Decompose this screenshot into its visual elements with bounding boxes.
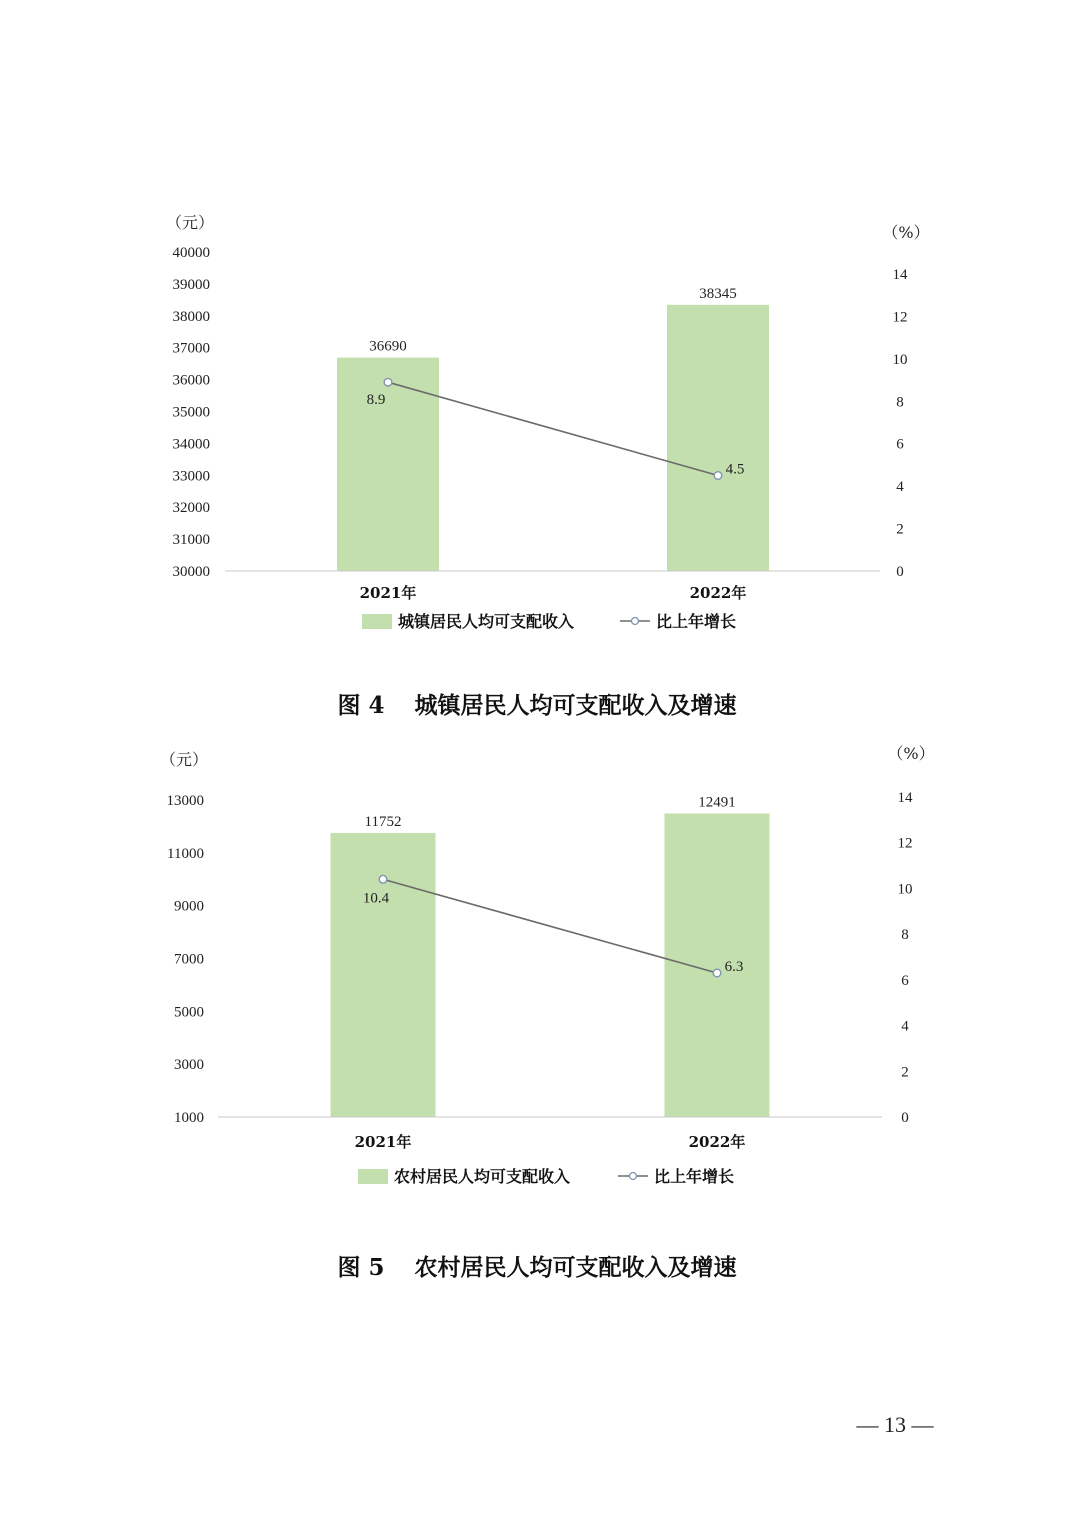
left-axis-tick-label: 9000: [174, 898, 204, 915]
legend-line-marker: [630, 1173, 637, 1180]
growth-point: [379, 875, 387, 883]
rural-income-chart-svg: [0, 735, 1074, 1190]
bar: [337, 358, 439, 571]
legend-bar-swatch: [358, 1169, 388, 1184]
right-axis-tick-label: 10: [897, 881, 913, 898]
left-axis-tick-label: 31000: [172, 532, 210, 549]
bar-value-label: 38345: [699, 285, 737, 302]
growth-value-label: 6.3: [724, 959, 744, 975]
rural-income-chart: [0, 735, 1074, 1190]
left-axis-tick-label: 1000: [174, 1110, 204, 1126]
figure-5-caption: [0, 1249, 1074, 1282]
left-axis-tick-label: 40000: [172, 245, 210, 261]
bar-value-label: 11752: [364, 813, 402, 830]
growth-value-label: 10.4: [362, 890, 390, 907]
category-label: 2021年: [359, 584, 417, 602]
legend-bar-swatch: [362, 614, 392, 629]
left-axis-unit: （元）: [159, 750, 209, 769]
figure-5-number: 图 5: [337, 1254, 385, 1281]
category-label: 2021年: [354, 1133, 412, 1151]
right-axis-tick-label: 4: [901, 1018, 909, 1035]
figure-4-number: 图 4: [337, 692, 385, 719]
left-axis-tick-label: 5000: [174, 1004, 204, 1021]
bar: [667, 305, 769, 571]
left-axis-tick-label: 13000: [166, 793, 204, 809]
bar: [665, 813, 770, 1117]
right-axis-tick-label: 6: [901, 972, 909, 989]
growth-value-label: 8.9: [366, 392, 386, 409]
left-axis-tick-label: 30000: [172, 564, 210, 580]
left-axis-tick-label: 35000: [172, 404, 210, 421]
legend-line-label: 比上年增长: [656, 612, 737, 631]
page-number: — 13 —: [856, 1412, 934, 1437]
growth-point: [384, 378, 392, 386]
right-axis-tick-label: 6: [896, 436, 904, 453]
right-axis-tick-label: 4: [896, 479, 904, 496]
left-axis-tick-label: 11000: [167, 845, 204, 862]
left-axis-tick-label: 37000: [172, 340, 210, 357]
left-axis-tick-label: 36000: [172, 372, 210, 389]
urban-income-chart-svg: [0, 200, 1074, 650]
growth-point: [714, 472, 722, 480]
category-label: 2022年: [688, 1133, 746, 1151]
right-axis-tick-label: 12: [897, 835, 913, 852]
right-axis-tick-label: 0: [896, 564, 904, 580]
right-axis-tick-label: 8: [901, 927, 909, 944]
growth-point: [713, 969, 721, 977]
left-axis-tick-label: 34000: [172, 436, 210, 453]
left-axis-unit: （元）: [165, 213, 215, 232]
left-axis-tick-label: 32000: [172, 500, 210, 517]
legend-bar-label: 城镇居民人均可支配收入: [398, 612, 575, 631]
figure-5-title: 农村居民人均可支配收入及增速: [414, 1254, 737, 1281]
left-axis-tick-label: 33000: [172, 468, 210, 485]
figure-4-caption: [0, 687, 1074, 720]
bar-value-label: 12491: [698, 794, 736, 811]
left-axis-tick-label: 3000: [174, 1057, 204, 1074]
legend-line-label: 比上年增长: [654, 1167, 735, 1186]
figure-4-title: 城镇居民人均可支配收入及增速: [414, 692, 737, 719]
right-axis-tick-label: 0: [901, 1110, 909, 1126]
right-axis-unit: （%）: [887, 744, 935, 763]
right-axis-tick-label: 14: [897, 790, 913, 806]
right-axis-tick-label: 8: [896, 394, 904, 411]
right-axis-tick-label: 10: [892, 351, 908, 368]
category-label: 2022年: [689, 584, 747, 602]
growth-value-label: 4.5: [725, 461, 745, 478]
right-axis-tick-label: 14: [892, 267, 908, 283]
legend-line-marker: [632, 618, 639, 625]
right-axis-tick-label: 12: [892, 309, 908, 326]
right-axis-unit: （%）: [882, 223, 930, 242]
bar-value-label: 36690: [369, 338, 407, 355]
urban-income-chart: [0, 200, 1074, 650]
left-axis-tick-label: 39000: [172, 276, 210, 293]
right-axis-tick-label: 2: [901, 1064, 909, 1081]
right-axis-tick-label: 2: [896, 521, 904, 538]
legend-bar-label: 农村居民人均可支配收入: [394, 1167, 571, 1186]
left-axis-tick-label: 7000: [174, 951, 204, 968]
left-axis-tick-label: 38000: [172, 308, 210, 325]
